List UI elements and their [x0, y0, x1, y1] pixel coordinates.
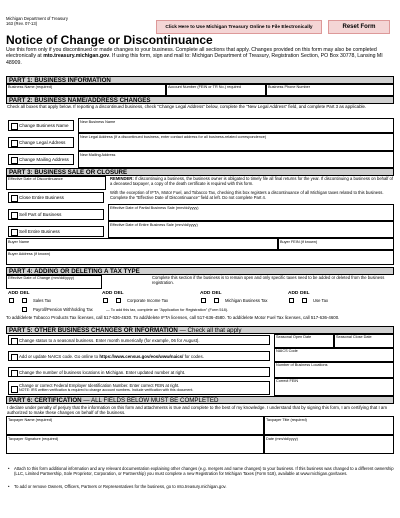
payroll-withholding-label: Payroll/Pension Withholding Tax: [33, 307, 93, 312]
add-column-label-3: ADD: [200, 291, 211, 296]
buyer-address-field[interactable]: Buyer Address (if known): [6, 250, 394, 265]
form-intro: Use this form only if you discontinued or made changes to your business. Complete all sections that apply. Changes provided on this form may also be completed electronically at mto.treasury.michigan.gov. If using this form, sign and mail to: Michigan Department of Treasury, Registration Section, PO Box 30778, Lansing MI 48909.: [6, 47, 383, 66]
sell-entire-business-checkbox[interactable]: Sell Entire Business: [8, 226, 104, 237]
buyer-name-field[interactable]: Buyer Name: [6, 238, 278, 250]
correct-fein-field[interactable]: Correct FEIN: [274, 378, 394, 396]
part4-note: Complete this section if the business is to remain open and only specific taxes need to be added or deleted from the business registration.: [152, 275, 385, 285]
part1-heading: PART 1: BUSINESS INFORMATION: [6, 76, 394, 84]
part2-instructions: Check all boxes that apply below. If reporting a discontinued business, check "Change Legal Address" below, complete the "New Legal Address" field, and complete Part 3 as applicable.: [7, 104, 367, 109]
naics-code-field[interactable]: NAICS Code: [274, 348, 394, 362]
signature-date-field[interactable]: Date (mm/dd/yyyy): [264, 435, 394, 454]
taxpayer-title-field[interactable]: Taxpayer Title (required): [264, 416, 394, 435]
close-entire-note: With the exception of IFTA, Motor Fuel, and Tobacco Tax, checking this box registers a discontinuance of all Michigan taxes related to this business. Complete the "Effective Date of Discontinuance" field at left. Do not complete Part 4.: [110, 190, 384, 200]
add-column-label: ADD: [8, 291, 19, 296]
tobacco-ifta-note: To add/delete Tobacco Products Tax licenses, call 517-636-4630. To add/delete IFTA licenses, call 517-636-4580. To add/delete Motor Fuel Tax licenses, call 517-636-4600.: [6, 315, 340, 320]
entire-sale-date-field[interactable]: Effective Date of Entire Business Sale (mm/dd/yyyy): [108, 221, 394, 238]
part3-heading: PART 3: BUSINESS SALE OR CLOSURE: [6, 168, 394, 176]
sales-tax-label: Sales Tax: [33, 298, 52, 303]
new-mailing-address-field[interactable]: New Mailing Address: [78, 151, 394, 168]
del-corporate-income-tax-checkbox[interactable]: [116, 298, 121, 303]
footer-bullet-1: Attach to this form additional information and any relevant documentation explaining other changes (e.g. mergers and name changes) to your business. If this business was changed to a different ownership (LLC, Limited Partnership, Sole Proprietor, Corporation, or Partnership) you must complete a new Registration for Michigan Taxes (Form 518), available at www.michigan.gov/taxes.: [14, 466, 394, 476]
del-use-tax-checkbox[interactable]: [302, 298, 307, 303]
change-legal-address-checkbox[interactable]: Change Legal Address: [8, 137, 74, 148]
part5-heading: PART 5: OTHER BUSINESS CHANGES OR INFORMATION — Check all that apply: [6, 326, 394, 334]
sell-part-of-business-checkbox[interactable]: Sell Part of Business: [8, 209, 104, 220]
business-locations-checkbox[interactable]: Change the number of business locations in Michigan. Enter updated number at right.: [8, 367, 270, 377]
add-corporate-income-tax-checkbox[interactable]: [103, 298, 108, 303]
add-column-label-2: ADD: [102, 291, 113, 296]
del-payroll-withholding-checkbox[interactable]: [22, 307, 27, 312]
business-phone-field[interactable]: Business Phone Number: [266, 84, 394, 96]
part3-reminder: REMINDER: If discontinuing a business, the business owner is obligated to timely file all final returns for the year. If discontinuing a business on behalf of a deceased taxpayer, a copy of the death certificate is required with this form.: [110, 175, 394, 186]
add-mbt-checkbox[interactable]: [201, 298, 206, 303]
new-legal-address-field[interactable]: New Legal Address (If a discontinued business, enter contact address for all business-related correspondence): [78, 133, 394, 151]
seasonal-close-date-field[interactable]: Seasonal Close Date: [334, 334, 394, 348]
correct-fein-checkbox[interactable]: Change or correct Federal Employer Identification Number. Enter correct FEIN at right. NOTE: IRS written verification is required to change account numbers. Include verification with this document.: [8, 381, 270, 395]
change-mailing-address-checkbox[interactable]: Change Mailing Address: [8, 154, 74, 165]
form-number: 163 (Rev. 07-13): [6, 21, 38, 26]
mto-link[interactable]: mto.treasury.michigan.gov: [43, 53, 110, 60]
payroll-note: — To add this tax, complete an "Application for Registration" (Form 518).: [106, 307, 229, 312]
del-column-label: DEL: [20, 291, 30, 296]
certification-declaration: I declare under penalty of perjury that the information on this form and attachments is true and complete to the best of my knowledge. I understand that by signing this form, I am certifying that I am authorized to make these changes on behalf of the business.: [7, 404, 387, 415]
file-electronically-button[interactable]: Click Here to Use Michigan Treasury Online to File Electronically: [156, 20, 322, 34]
part6-heading: PART 6: CERTIFICATION — ALL FIELDS BELOW MUST BE COMPLETED: [6, 396, 394, 404]
part4-heading: PART 4: ADDING OR DELETING A TAX TYPE: [6, 267, 394, 275]
add-sales-tax-checkbox[interactable]: [9, 298, 14, 303]
add-use-tax-checkbox[interactable]: [289, 298, 294, 303]
corporate-income-tax-label: Corporate Income Tax: [127, 298, 169, 303]
del-column-label-4: DEL: [300, 291, 310, 296]
del-sales-tax-checkbox[interactable]: [22, 298, 27, 303]
seasonal-open-date-field[interactable]: Seasonal Open Date: [274, 334, 334, 348]
effective-date-change-field[interactable]: Effective Date of Change (mm/dd/yyyy): [6, 275, 102, 289]
new-business-name-field[interactable]: New Business Name: [78, 118, 394, 133]
business-name-field[interactable]: Business Name (required): [6, 84, 166, 96]
taxpayer-signature-field[interactable]: Taxpayer Signature (required): [6, 435, 264, 454]
agency-name: Michigan Department of Treasury: [6, 16, 68, 21]
michigan-business-tax-label: Michigan Business Tax: [225, 298, 268, 303]
reset-form-button[interactable]: Reset Form: [328, 20, 390, 34]
bullet-dot-2: •: [8, 484, 10, 489]
naics-code-checkbox[interactable]: Add or update NAICS code. Go online to https://www.census.gov/eos/www/naics/ for codes.: [8, 351, 270, 361]
seasonal-status-checkbox[interactable]: Change status to a seasonal business. Enter month numerically (for example, 06 for August).: [8, 335, 270, 345]
change-business-name-checkbox[interactable]: Change Business Name: [8, 120, 74, 131]
add-column-label-4: ADD: [288, 291, 299, 296]
del-column-label-3: DEL: [212, 291, 222, 296]
part2-heading: PART 2: BUSINESS NAME/ADDRESS CHANGES: [6, 96, 394, 104]
taxpayer-name-field[interactable]: Taxpayer Name (required): [6, 416, 264, 435]
bullet-dot-1: •: [8, 466, 10, 471]
form-title: Notice of Change or Discontinuance: [6, 33, 213, 47]
del-column-label-2: DEL: [114, 291, 124, 296]
effective-date-discontinuance-field[interactable]: Effective Date of Discontinuance: [6, 176, 106, 190]
partial-sale-date-field[interactable]: Effective Date of Partial Business Sale (mm/dd/yyyy): [108, 204, 394, 221]
number-of-locations-field[interactable]: Number of Business Locations: [274, 362, 394, 378]
buyer-fein-field[interactable]: Buyer FEIN (if known): [278, 238, 394, 250]
account-number-field[interactable]: Account Number (FEIN or TR No.) required: [166, 84, 266, 96]
naics-link[interactable]: https://www.census.gov/eos/www/naics/: [99, 353, 184, 359]
footer-bullet-2: To add or remove Owners, Officers, Partners or Representatives for the business, go to mto.treasury.michigan.gov.: [14, 484, 227, 489]
agency-block: [6, 16, 68, 26]
use-tax-label: Use Tax: [313, 298, 329, 303]
close-entire-business-checkbox[interactable]: Close Entire Business: [8, 192, 104, 203]
del-mbt-checkbox[interactable]: [214, 298, 219, 303]
